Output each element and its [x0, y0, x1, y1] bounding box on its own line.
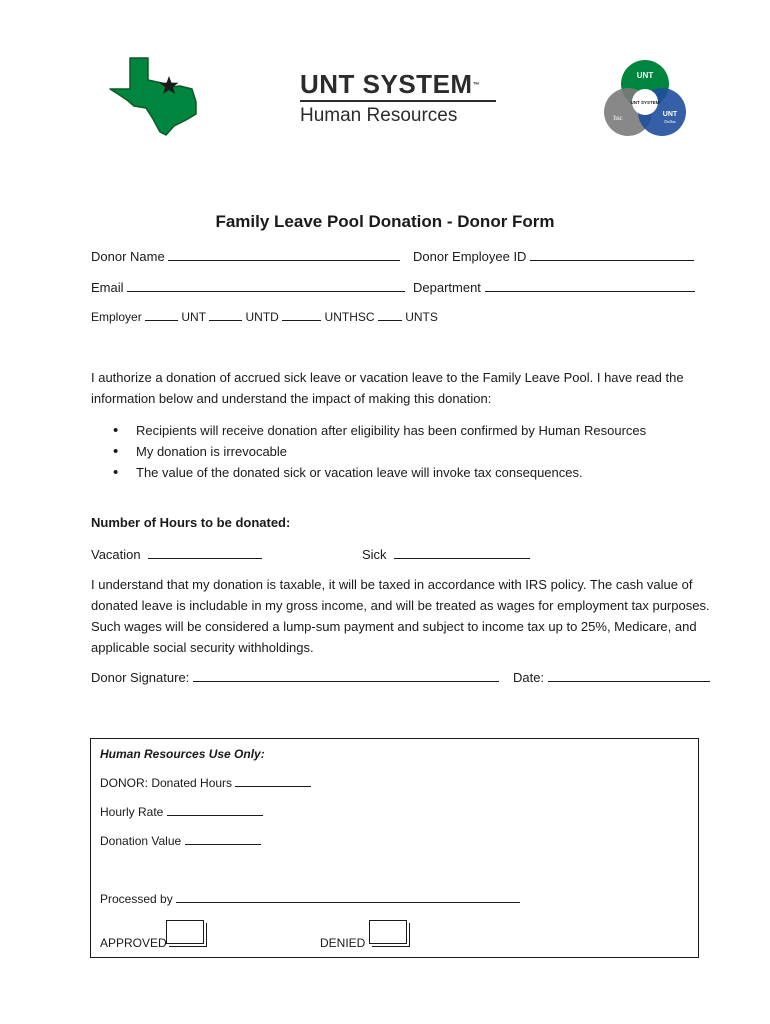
employer-label: Employer — [91, 310, 142, 324]
trademark-mark: ™ — [472, 82, 481, 89]
hr-hourly-rate-row — [100, 805, 263, 820]
hr-processed-by-label: Processed by — [100, 892, 173, 906]
brand-subtitle: Human Resources — [300, 105, 458, 126]
brand-title: UNT SYSTEM — [300, 69, 473, 99]
hours-heading: Number of Hours to be donated: — [91, 515, 291, 530]
sick-label: Sick — [362, 547, 387, 562]
hr-denied-label: DENIED — [320, 936, 366, 950]
hr-donation-value-label: Donation Value — [100, 834, 182, 848]
form-title: Family Leave Pool Donation - Donor Form — [215, 212, 555, 231]
vacation-row — [91, 546, 262, 563]
hr-donated-hours-label: DONOR: Donated Hours — [100, 776, 233, 790]
hr-donated-hours-field[interactable] — [235, 776, 311, 787]
unt-system-circles-logo — [600, 58, 690, 140]
hr-hourly-rate-label: Hourly Rate — [100, 805, 164, 819]
email-label: Email — [91, 280, 124, 295]
employer-unts-blank[interactable] — [378, 310, 402, 321]
vacation-label: Vacation — [91, 547, 141, 562]
bullet-item: • My donation is irrevocable — [110, 441, 646, 462]
employer-option-unthsc: UNTHSC — [324, 310, 375, 324]
sick-hours-field[interactable] — [394, 546, 530, 559]
logo-label-center: UNT SYSTEM — [630, 100, 660, 105]
donor-id-row — [413, 248, 694, 265]
approved-checkbox[interactable] — [166, 920, 204, 944]
date-label: Date: — [513, 670, 545, 685]
department-row — [413, 279, 695, 296]
employer-untd-blank[interactable] — [209, 310, 242, 321]
email-field[interactable] — [127, 279, 405, 292]
donor-id-field[interactable] — [530, 248, 694, 261]
donor-name-label: Donor Name — [91, 249, 165, 264]
hr-use-only-box — [90, 738, 699, 958]
employer-option-unt: UNT — [181, 310, 206, 324]
texas-map-logo — [108, 56, 200, 138]
logo-label-right: UNT — [662, 111, 678, 118]
hr-donation-value-field[interactable] — [185, 834, 261, 845]
employer-option-unts: UNTS — [405, 310, 438, 324]
hr-hourly-rate-field[interactable] — [167, 805, 263, 816]
brand-wordmark — [300, 70, 496, 127]
department-label: Department — [413, 280, 481, 295]
employer-option-untd: UNTD — [245, 310, 279, 324]
sick-row — [362, 546, 530, 563]
donor-id-label: Donor Employee ID — [413, 249, 527, 264]
tax-acknowledgement-text: I understand that my donation is taxable, it will be taxed in accordance with IRS policy. The cash value of donated leave is includable in my gross income, and will be treated as wages for employment tax purposes. Such wages will be considered a lump-sum payment and subject to income tax up to 25%, Medicare, and applicable social security withholdings. — [91, 577, 710, 655]
hr-donation-value-row — [100, 834, 261, 849]
bullet-item: • Recipients will receive donation after eligibility has been confirmed by Human Resources — [110, 420, 646, 441]
hr-processed-by-row — [100, 892, 520, 907]
denied-checkbox[interactable] — [369, 920, 407, 944]
date-row — [513, 669, 710, 686]
department-field[interactable] — [485, 279, 695, 292]
employer-unthsc-blank[interactable] — [282, 310, 321, 321]
vacation-hours-field[interactable] — [148, 546, 262, 559]
signature-field[interactable] — [193, 669, 499, 682]
donor-name-row — [91, 248, 400, 265]
impact-bullet-list — [110, 420, 646, 483]
hr-approved-label: APPROVED — [100, 936, 167, 950]
authorization-text: I authorize a donation of accrued sick leave or vacation leave to the Family Leave Pool. I have read the information below and understand the impact of making this donation: — [91, 370, 684, 406]
bullet-item: • The value of the donated sick or vacation leave will invoke tax consequences. — [110, 462, 646, 483]
logo-label-left: hsc — [613, 114, 623, 122]
donor-name-field[interactable] — [168, 248, 400, 261]
date-field[interactable] — [548, 669, 710, 682]
employer-row — [91, 310, 438, 325]
logo-label-right-sub: Dallas — [664, 119, 676, 124]
logo-label-top: UNT — [636, 71, 654, 80]
hr-heading: Human Resources Use Only: — [100, 747, 265, 761]
signature-row — [91, 669, 499, 686]
signature-label: Donor Signature: — [91, 670, 190, 685]
email-row — [91, 279, 405, 296]
hr-processed-by-field[interactable] — [176, 892, 520, 903]
hr-donated-hours-row — [100, 776, 311, 791]
brand-divider — [300, 100, 496, 102]
employer-unt-blank[interactable] — [145, 310, 178, 321]
